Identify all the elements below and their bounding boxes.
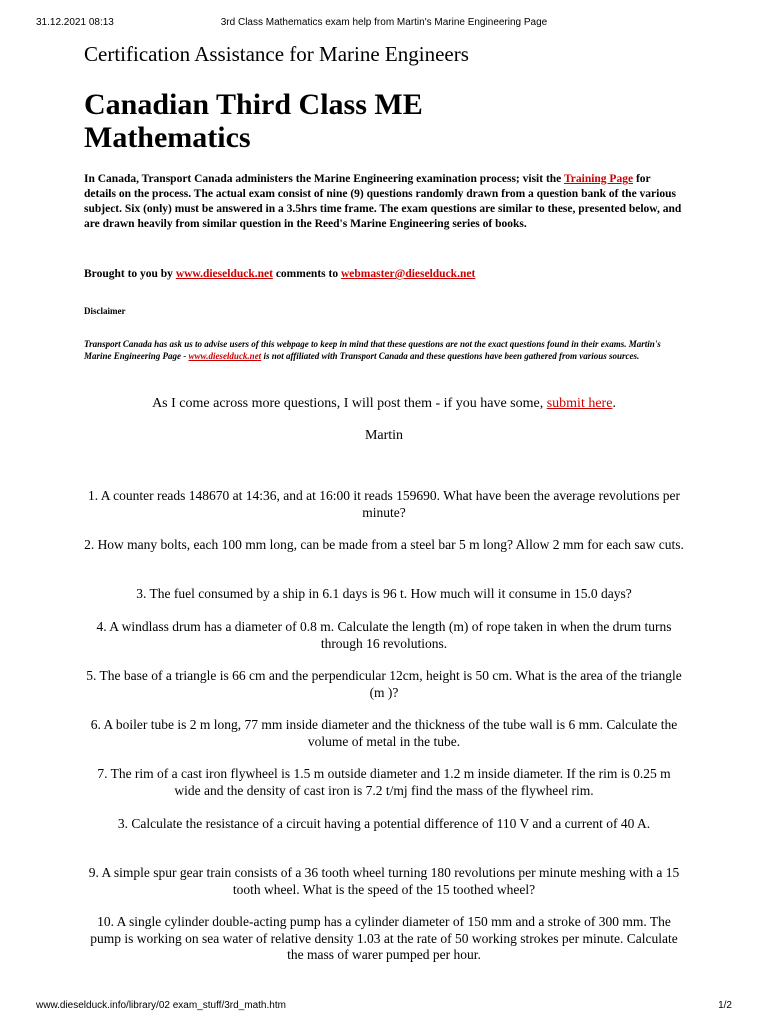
question-8: 3. Calculate the resistance of a circuit having a potential difference of 110 V and a current of 40 A. — [117, 816, 651, 831]
email-link[interactable]: webmaster@dieselduck.net — [340, 268, 476, 280]
print-date: 31.12.2021 08:13 — [36, 17, 114, 28]
disclaimer-text-1: Transport Canada has ask us to advise users of this webpage to keep in mind that these questions are not the exact questions found in their exams. Martin's Marine Engineering Page - — [84, 339, 661, 361]
brought-middle: comments to — [272, 268, 341, 280]
question-2: 2. How many bolts, each 100 mm long, can be made from a steel bar 5 m long? Allow 2 mm for each saw cuts. — [84, 537, 684, 552]
question-1: 1. A counter reads 148670 at 14:36, and at 16:00 it reads 159690. What have been the average revolutions per minute? — [87, 488, 681, 520]
disclaimer-site-link[interactable]: www.dieselduck.net — [188, 351, 262, 361]
print-url: www.dieselduck.info/library/02 exam_stuff/3rd_math.htm — [36, 1000, 286, 1011]
submit-here-link[interactable]: submit here — [546, 396, 613, 411]
question-3: 3. The fuel consumed by a ship in 6.1 days is 96 t. How much will it consume in 15.0 days? — [136, 586, 632, 601]
print-page-title: 3rd Class Mathematics exam help from Martin's Marine Engineering Page — [220, 17, 548, 28]
question-4: 4. A windlass drum has a diameter of 0.8 m. Calculate the length (m) of rope taken in when the drum turns through 16 revolutions. — [96, 619, 672, 651]
signature: Martin — [364, 428, 404, 443]
disclaimer-heading: Disclaimer — [84, 306, 126, 316]
question-10: 10. A single cylinder double-acting pump has a cylinder diameter of 150 mm and a stroke of 300 mm. The pump is working on sea water of relative density 1.03 at the rate of 50 working strokes per minute. Calculate the mass of warer pumped per hour. — [90, 914, 678, 962]
brought-prefix: Brought to you by — [84, 268, 176, 280]
print-page-number: 1/2 — [718, 1000, 732, 1011]
page-title-line1: Canadian Third Class ME — [84, 88, 423, 121]
cert-title: Certification Assistance for Marine Engineers — [84, 42, 469, 66]
disclaimer-text — [84, 338, 684, 362]
page-title-line2: Mathematics — [84, 121, 251, 154]
training-page-link[interactable]: Training Page — [563, 173, 634, 185]
more-end: . — [612, 396, 616, 411]
disclaimer-text-2: is not affiliated with Transport Canada and these questions have been gathered from various sources. — [261, 351, 640, 361]
more-questions-note — [84, 395, 684, 412]
site-link[interactable]: www.dieselduck.net — [175, 268, 273, 280]
question-6: 6. A boiler tube is 2 m long, 77 mm inside diameter and the thickness of the tube wall is 6 mm. Calculate the volume of metal in the tube. — [90, 717, 678, 749]
intro-text-2: for details on the process. The actual exam consist of nine (9) questions randomly drawn from a question bank of the various subject. Six (only) must be answered in a 3.5hrs time frame. The exam questions are similar to these, presented below, and are drawn heavily from similar question in the Reed's Marine Engineering series of books. — [84, 173, 682, 230]
more-text: As I come across more questions, I will post them - if you have some, — [152, 396, 547, 411]
intro-paragraph — [84, 172, 684, 232]
brought-to-you — [84, 268, 475, 280]
question-9: 9. A simple spur gear train consists of a 36 tooth wheel turning 180 revolutions per minute meshing with a 15 tooth wheel. What is the speed of the 15 toothed wheel? — [88, 865, 680, 897]
question-7: 7. The rim of a cast iron flywheel is 1.5 m outside diameter and 1.2 m inside diameter. If the rim is 0.25 m wide and the density of cast iron is 7.2 t/mj find the mass of the flywheel rim. — [97, 766, 671, 798]
question-5: 5. The base of a triangle is 66 cm and the perpendicular 12cm, height is 50 cm. What is the area of the triangle (m )? — [86, 668, 682, 700]
intro-text-1: In Canada, Transport Canada administers the Marine Engineering examination process; visit the — [84, 173, 564, 185]
page-title — [84, 88, 423, 154]
